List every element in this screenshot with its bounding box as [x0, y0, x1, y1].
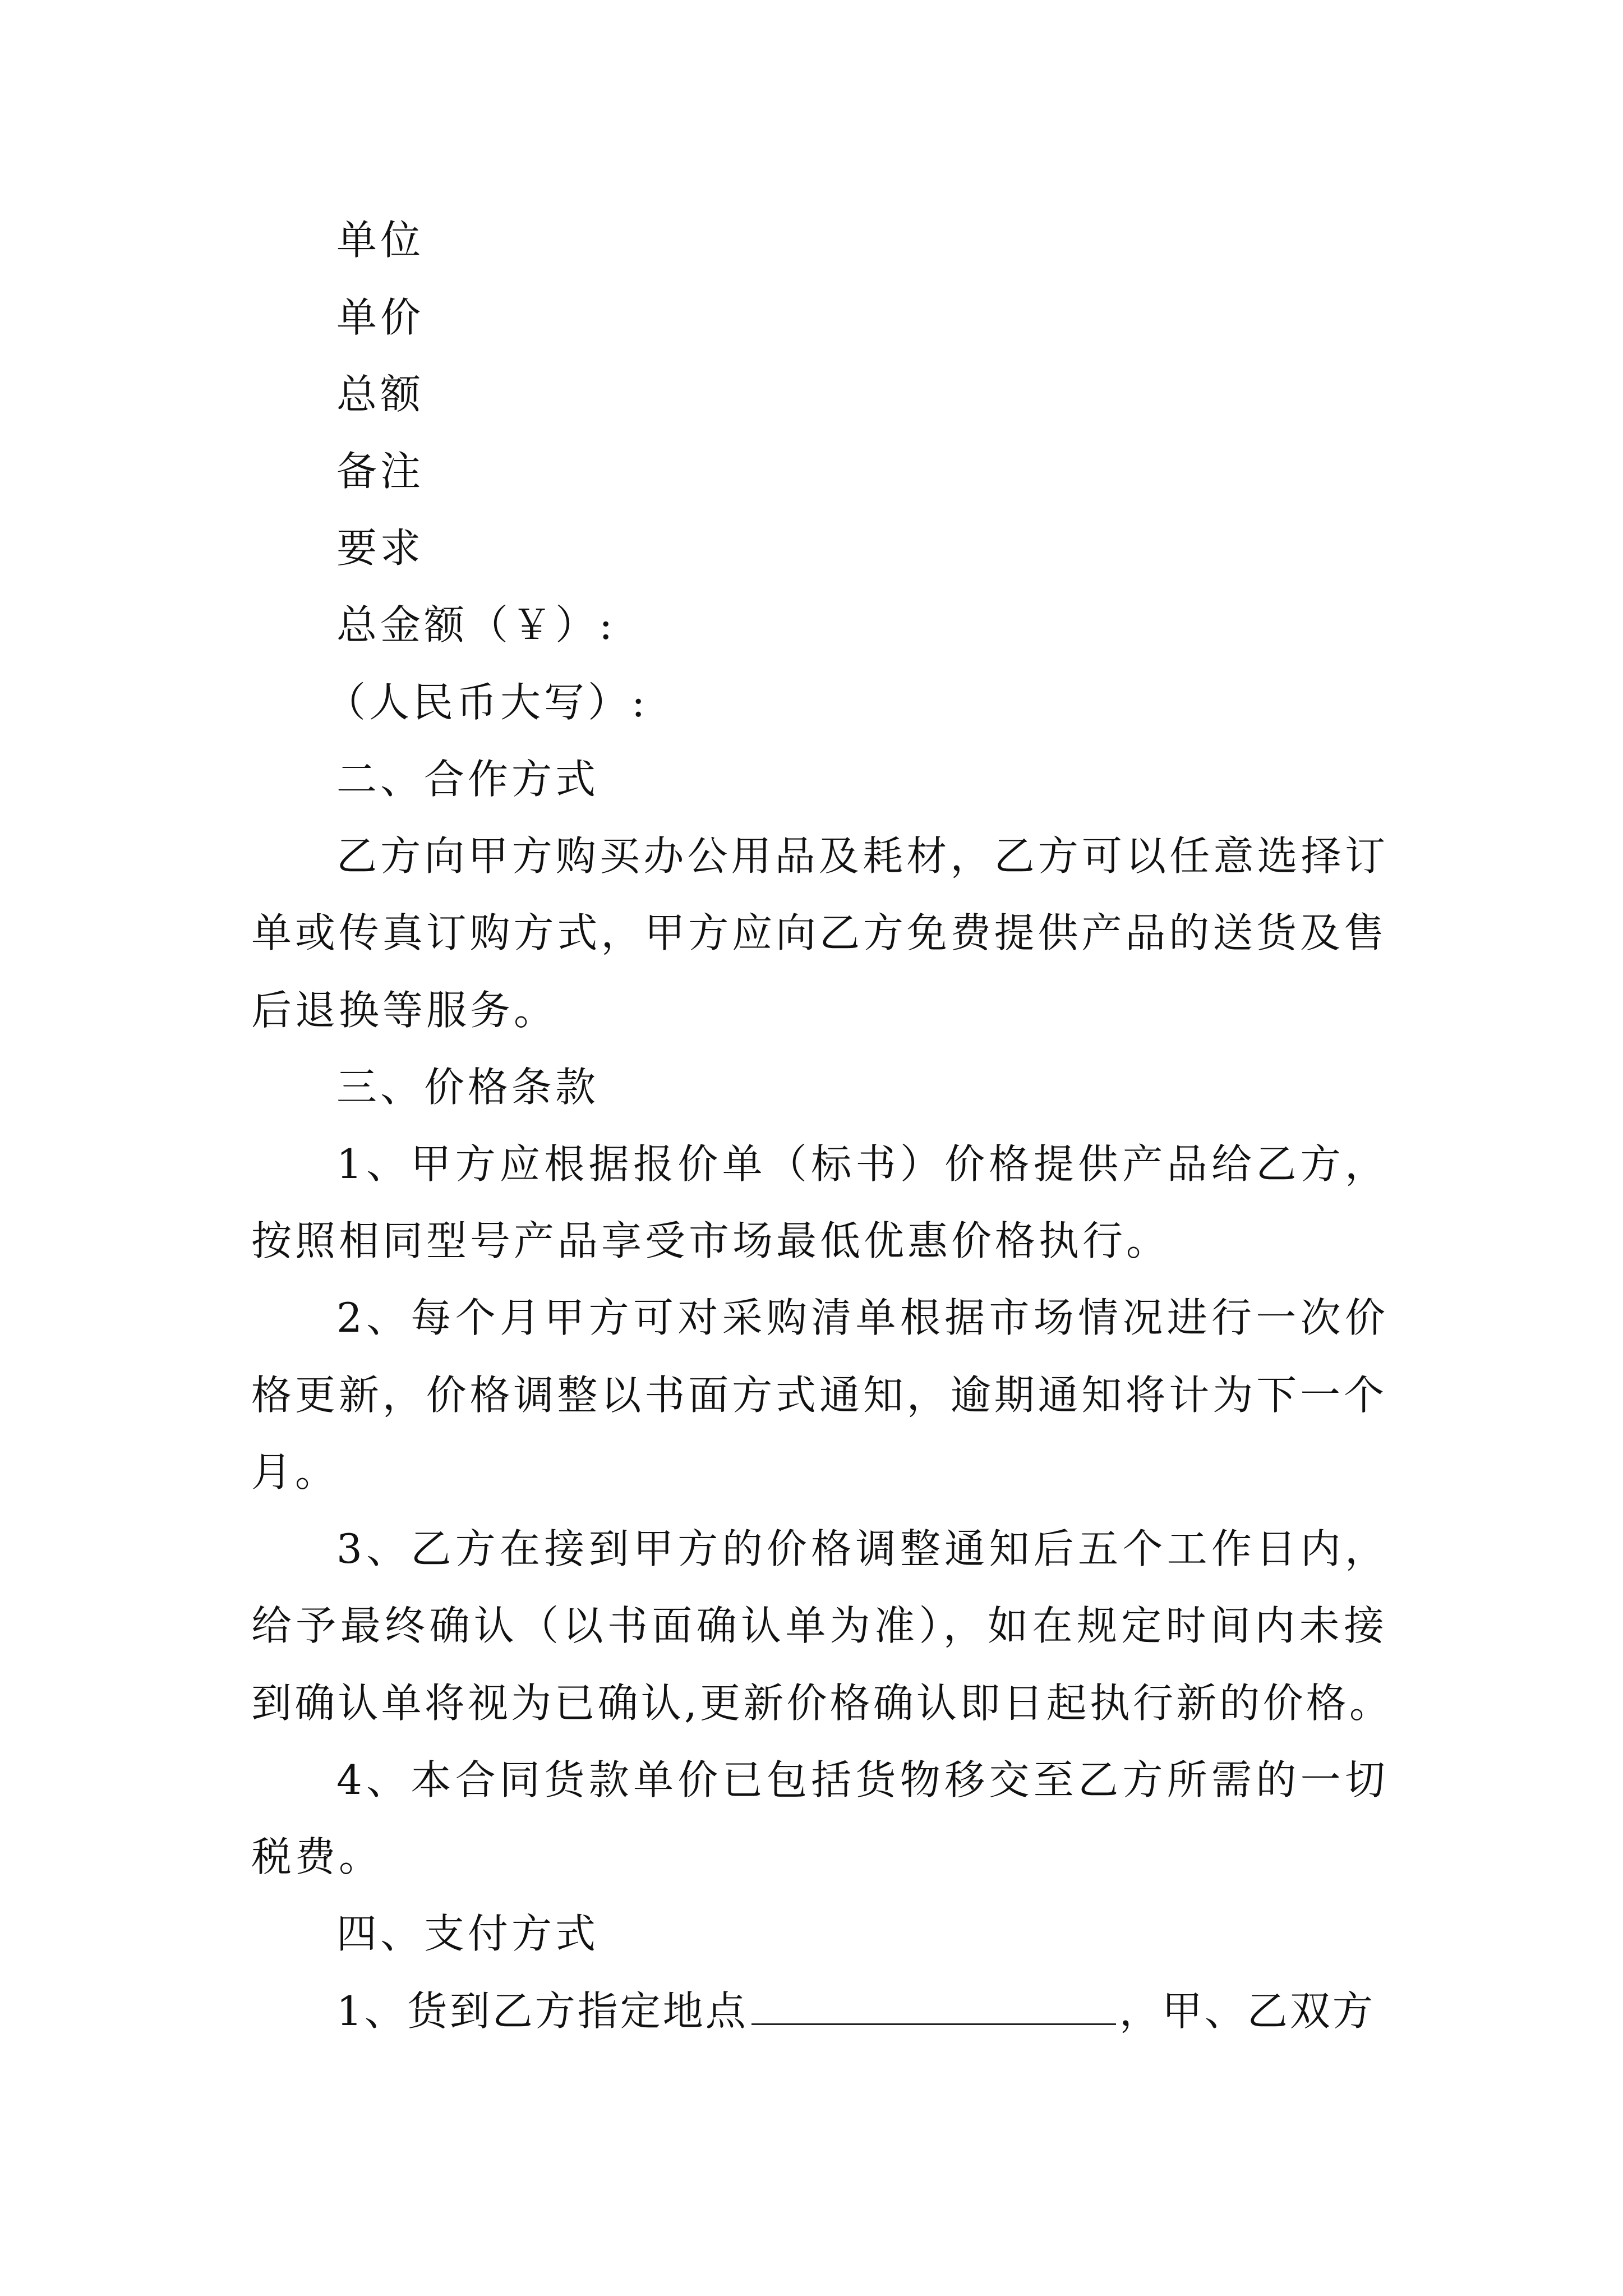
item-total-amount: 总金额（￥）: [336, 601, 616, 648]
clause-line: 给予最终确认（以书面确认单为准），如在规定时间内未接 [251, 1602, 1384, 1649]
clause-line: 格更新，价格调整以书面方式通知，逾期通知将计为下一个 [251, 1372, 1384, 1419]
item-rmb-uppercase: （人民币大写）: [325, 679, 649, 726]
item-total: 总额 [336, 371, 425, 418]
section-heading-payment: 四、支付方式 [336, 1910, 600, 1957]
section-heading-price-terms: 三、价格条款 [336, 1064, 600, 1111]
clause-line: 到确认单将视为已确认,更新价格确认即日起执行新的价格。 [251, 1680, 1390, 1727]
item-requirement: 要求 [336, 524, 425, 572]
clause-line: 2、每个月甲方可对采购清单根据市场情况进行一次价 [336, 1294, 1385, 1341]
item-remark: 备注 [336, 448, 425, 495]
clause-line: 1、甲方应根据报价单（标书）价格提供产品给乙方， [336, 1140, 1385, 1188]
item-unit-price: 单价 [336, 294, 425, 341]
clause-line: 按照相同型号产品享受市场最低优惠价格执行。 [251, 1217, 1170, 1264]
clause-text: 1、货到乙方指定地点 [336, 1987, 748, 2035]
paragraph-line: 单或传真订购方式，甲方应向乙方免费提供产品的送货及售 [251, 909, 1384, 956]
clause-line [336, 1986, 1375, 2036]
clause-line: 月。 [251, 1448, 339, 1496]
fill-in-blank[interactable] [751, 1990, 1116, 2025]
section-heading-cooperation: 二、合作方式 [336, 756, 600, 803]
clause-line: 税费。 [251, 1833, 383, 1880]
clause-text: ，甲、乙双方 [1119, 1987, 1375, 2035]
paragraph-line: 乙方向甲方购买办公用品及耗材，乙方可以任意选择订 [336, 832, 1385, 880]
paragraph-line: 后退换等服务。 [251, 987, 558, 1034]
clause-line: 4、本合同货款单价已包括货物移交至乙方所需的一切 [336, 1756, 1385, 1803]
clause-line: 3、乙方在接到甲方的价格调整通知后五个工作日内， [336, 1525, 1385, 1572]
item-unit: 单位 [336, 217, 425, 264]
